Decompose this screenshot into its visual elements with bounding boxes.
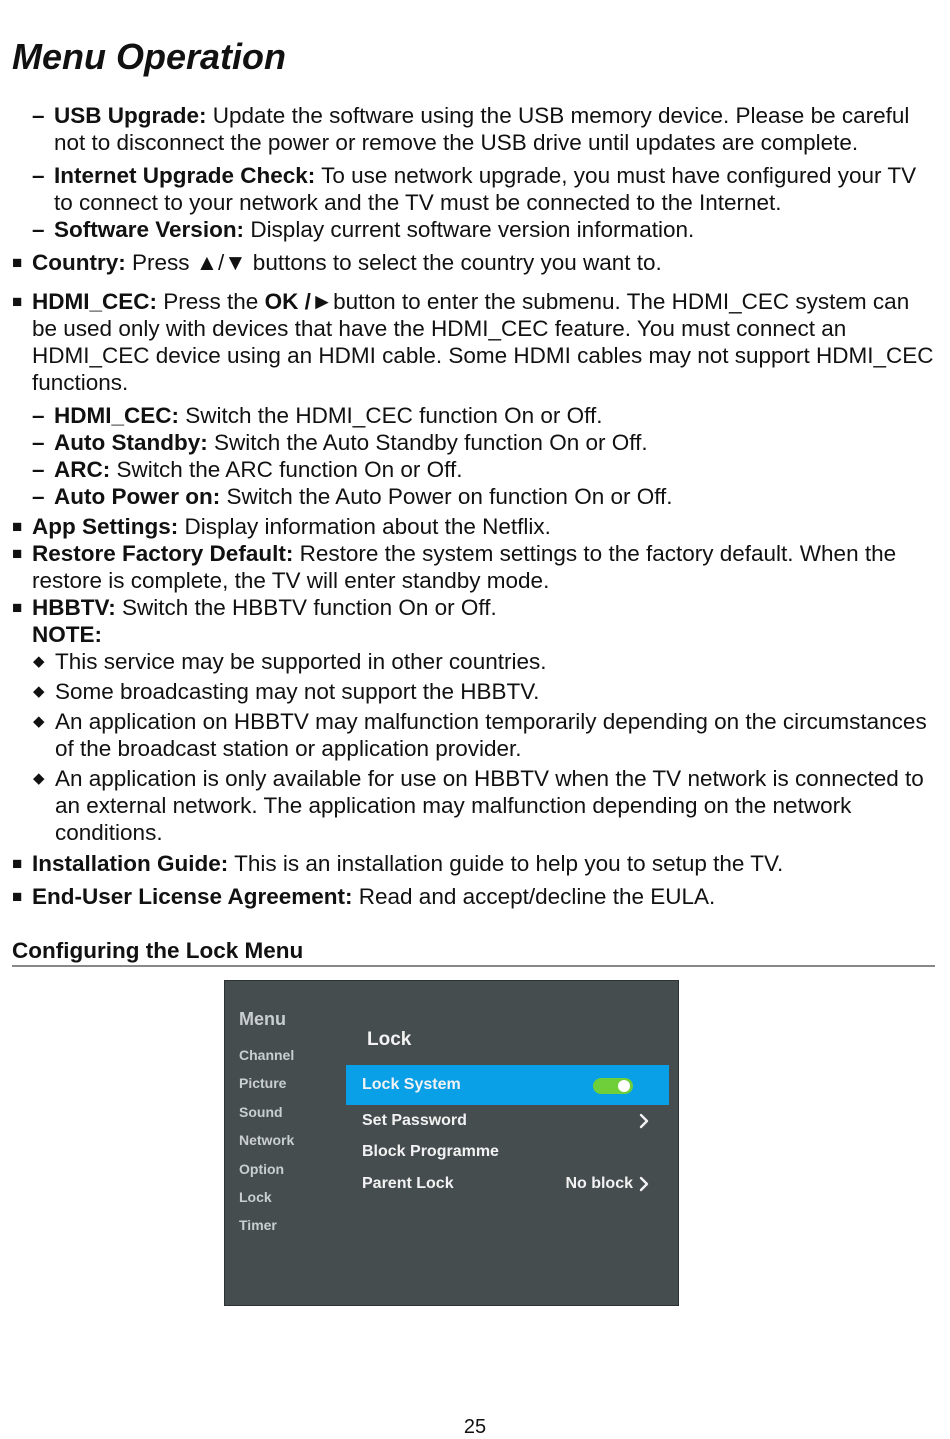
list-item <box>12 216 940 243</box>
list-item <box>12 402 940 429</box>
ok-key-label: OK /► <box>264 289 334 314</box>
note-item <box>12 708 940 762</box>
option-label: Parent Lock <box>362 1175 454 1192</box>
menu-title: Menu <box>239 1009 286 1029</box>
list-item <box>12 513 940 540</box>
dash-marker: – <box>32 103 45 128</box>
panel-title: Lock <box>367 1029 412 1050</box>
item-label: Software Version: <box>54 217 245 242</box>
item-label: Internet Upgrade Check: <box>54 163 316 188</box>
item-label: ARC: <box>54 457 111 482</box>
item-label: Auto Power on: <box>54 484 221 509</box>
note-item <box>12 678 940 705</box>
diamond-bullet: ◆ <box>33 770 45 787</box>
section-heading: Configuring the Lock Menu <box>12 938 935 967</box>
list-item <box>12 288 940 396</box>
tv-lock-menu-screenshot <box>224 980 679 1306</box>
lock-system-option[interactable] <box>346 1065 669 1105</box>
item-label: Installation Guide: <box>32 851 229 876</box>
diamond-bullet: ◆ <box>33 713 45 730</box>
item-text: Restore the system settings to the factory default. When the restore is complete, the TV will enter standby mode. <box>32 541 897 593</box>
item-label: App Settings: <box>32 514 179 539</box>
note-item <box>12 648 940 675</box>
note-label: NOTE: <box>32 622 102 647</box>
item-text: To use network upgrade, you must have configured your TV to connect to your network and the TV must be connected to the Internet. <box>54 163 917 215</box>
list-item <box>12 883 940 910</box>
item-text: Display current software version information. <box>244 217 695 242</box>
square-bullet: ■ <box>12 887 23 906</box>
list-item <box>12 102 940 156</box>
option-label: Block Programme <box>362 1143 499 1160</box>
square-bullet: ■ <box>12 292 23 311</box>
note-text: An application is only available for use on HBBTV when the TV network is connected to an external network. The application may malfunction depending on the network conditions. <box>55 766 924 845</box>
sidebar-item-picture[interactable]: Picture <box>239 1075 287 1092</box>
item-label: Country: <box>32 250 126 275</box>
note-text: Some broadcasting may not support the HBBTV. <box>55 679 540 704</box>
list-item <box>12 594 940 621</box>
dash-marker: – <box>32 163 45 188</box>
list-item <box>12 540 940 594</box>
square-bullet: ■ <box>12 517 23 536</box>
list-item <box>12 162 940 216</box>
item-text: Switch the ARC function On or Off. <box>110 457 463 482</box>
dash-marker: – <box>32 403 45 428</box>
item-text: Press the <box>157 289 265 314</box>
dash-marker: – <box>32 484 45 509</box>
menu-sidebar <box>239 1047 294 1246</box>
parent-lock-option[interactable] <box>346 1164 669 1204</box>
list-item <box>12 249 940 276</box>
parent-lock-value: No block <box>565 1175 633 1192</box>
note-text: An application on HBBTV may malfunction temporarily depending on the circumstances of the broadcast station or application provider. <box>55 709 927 761</box>
square-bullet: ■ <box>12 598 23 617</box>
dash-marker: – <box>32 457 45 482</box>
item-text: Update the software using the USB memory device. Please be careful not to disconnect the power or remove the USB drive until updates are complete. <box>54 103 910 155</box>
item-label: Auto Standby: <box>54 430 208 455</box>
document-body <box>12 102 940 910</box>
item-label: Restore Factory Default: <box>32 541 294 566</box>
item-label: HBBTV: <box>32 595 116 620</box>
square-bullet: ■ <box>12 854 23 873</box>
diamond-bullet: ◆ <box>33 683 45 700</box>
item-label: HDMI_CEC: <box>54 403 180 428</box>
dash-marker: – <box>32 217 45 242</box>
sidebar-item-lock[interactable]: Lock <box>239 1188 272 1205</box>
option-label: Lock System <box>362 1076 461 1093</box>
item-text: Read and accept/decline the EULA. <box>352 884 716 909</box>
item-text: Press ▲/▼ buttons to select the country you want to. <box>125 250 662 275</box>
sidebar-item-network[interactable]: Network <box>239 1132 295 1149</box>
toggle-on-icon[interactable] <box>593 1078 633 1094</box>
item-text: Switch the HDMI_CEC function On or Off. <box>179 403 603 428</box>
item-text: Switch the Auto Standby function On or Off. <box>207 430 648 455</box>
sidebar-item-option[interactable]: Option <box>239 1160 285 1177</box>
item-text: button to enter the submenu. The HDMI_CEC system can be used only with devices that have the HDMI_CEC feature. You must connect an HDMI_CEC device using an HDMI cable. Some HDMI cables may not support HDMI_CEC functions. <box>32 289 934 395</box>
chevron-right-icon <box>637 1113 651 1129</box>
dash-marker: – <box>32 430 45 455</box>
diamond-bullet: ◆ <box>33 653 45 670</box>
item-label: HDMI_CEC: <box>32 289 158 314</box>
item-text: Display information about the Netflix. <box>178 514 551 539</box>
page-number: 25 <box>463 1416 487 1438</box>
list-item <box>12 850 940 877</box>
note-item <box>12 765 940 846</box>
list-item <box>12 483 940 510</box>
note-text: This service may be supported in other countries. <box>55 649 547 674</box>
item-text: Switch the Auto Power on function On or Off. <box>220 484 673 509</box>
sidebar-item-sound[interactable]: Sound <box>239 1103 283 1120</box>
item-text: Switch the HBBTV function On or Off. <box>115 595 497 620</box>
square-bullet: ■ <box>12 544 23 563</box>
item-label: USB Upgrade: <box>54 103 207 128</box>
sidebar-item-timer[interactable]: Timer <box>239 1217 277 1234</box>
item-label: End-User License Agreement: <box>32 884 353 909</box>
option-label: Set Password <box>362 1112 467 1129</box>
list-item <box>12 456 940 483</box>
item-text: This is an installation guide to help you to setup the TV. <box>228 851 784 876</box>
page-title: Menu Operation <box>12 36 287 77</box>
list-item <box>12 429 940 456</box>
square-bullet: ■ <box>12 253 23 272</box>
sidebar-item-channel[interactable]: Channel <box>239 1047 295 1063</box>
chevron-right-icon <box>637 1176 651 1192</box>
